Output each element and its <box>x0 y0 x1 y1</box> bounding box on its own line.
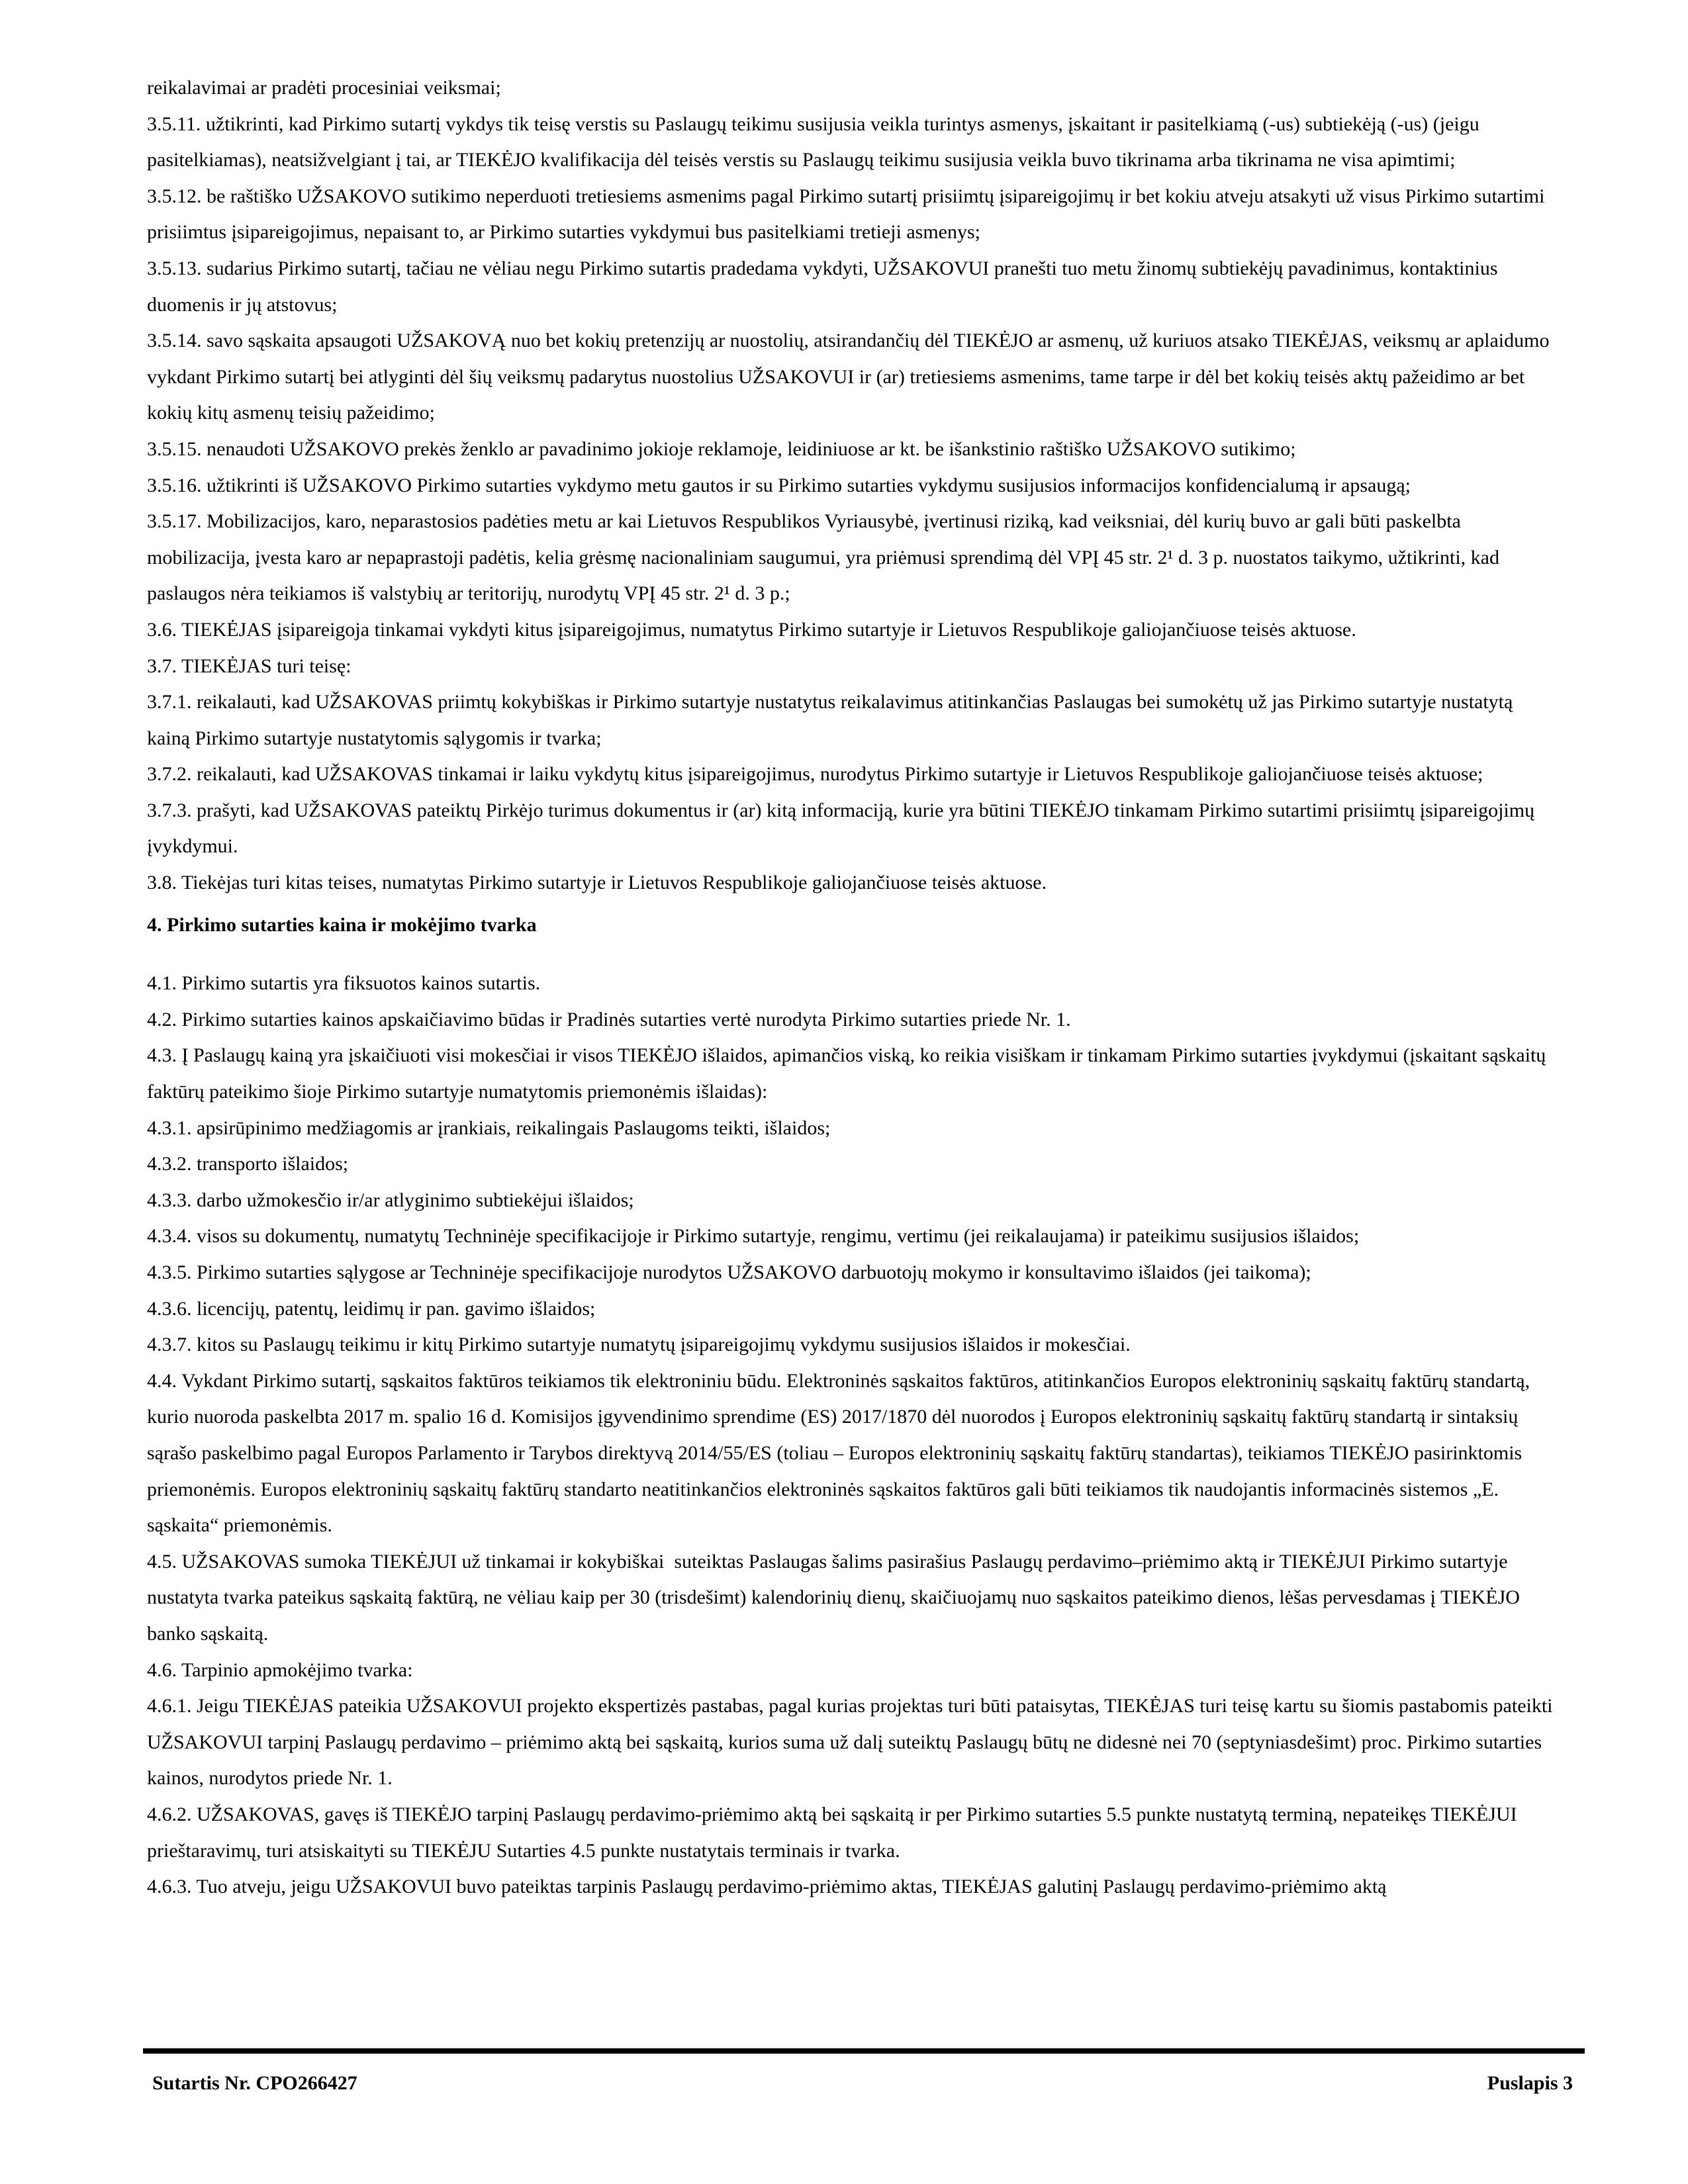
contract-clause: 4.3.7. kitos su Paslaugų teikimu ir kitų Pirkimo sutartyje numatytų įsipareigojimų vykdymu susijusios išlaidos ir mokesčiai. <box>147 1334 1131 1356</box>
contract-clause: 4.3.1. apsirūpinimo medžiagomis ar įrankiais, reikalingais Paslaugoms teikti, išlaidos; <box>147 1116 831 1139</box>
contract-clause: 4.3.3. darbo užmokesčio ir/ar atlyginimo subtiekėjui išlaidos; <box>147 1189 634 1211</box>
contract-clause: 4.3. Į Paslaugų kainą yra įskaičiuoti visi mokesčiai ir visos TIEKĖJO išlaidos, apimančios viską, ko reikia visiškam ir tinkamam Pirkimo sutarties įvykdymui (įskaitant sąskaitų faktūrų pateikimo šioje Pirkimo sutartyje numatytomis priemonėmis išlaidas): <box>147 1044 1551 1103</box>
contract-clause: reikalavimai ar pradėti procesiniai veiksmai; <box>147 77 501 99</box>
contract-clause: 4.6. Tarpinio apmokėjimo tvarka: <box>147 1659 413 1681</box>
contract-clause: 3.5.16. užtikrinti iš UŽSAKOVO Pirkimo sutarties vykdymo metu gautos ir su Pirkimo sutarties vykdymu susijusios informacijos konfidencialumą ir apsaugą; <box>147 474 1411 496</box>
contract-clause: 3.5.14. savo sąskaita apsaugoti UŽSAKOVĄ nuo bet kokių pretenzijų ar nuostolių, atsirandančių dėl TIEKĖJO ar asmenų, už kuriuos atsako TIEKĖJAS, veiksmų ar aplaidumo vykdant Pirkimo sutartį bei atlyginti dėl šių veiksmų padarytus nuostolius UŽSAKOVUI ir (ar) tretiesiems asmenims, tame tarpe ir dėl bet kokių teisės aktų pažeidimo ar bet kokių kitų asmenų teisių pažeidimo; <box>147 330 1554 424</box>
footer-page-number: Puslapis 3 <box>1487 2072 1573 2094</box>
contract-clause: 4.6.2. UŽSAKOVAS, gavęs iš TIEKĖJO tarpinį Paslaugų perdavimo-priėmimo aktą bei sąskaitą ir per Pirkimo sutarties 5.5 punkte nustatytą terminą, nepateikęs TIEKĖJUI prieštaravimų, turi atsiskaityti su TIEKĖJU Sutarties 4.5 punkte nustatytais terminais ir tvarka. <box>147 1803 1523 1862</box>
contract-clause: 3.5.12. be raštiško UŽSAKOVO sutikimo neperduoti tretiesiems asmenims pagal Pirkimo sutartį prisiimtų įsipareigojimų ir bet kokiu atveju atsakyti už visus Pirkimo sutartimi prisiimtus įsipareigojimus, nepaisant to, ar Pirkimo sutarties vykdymui bus pasitelkiami tretieji asmenys; <box>147 185 1550 244</box>
contract-clause: 4.3.6. licencijų, patentų, leidimų ir pan. gavimo išlaidos; <box>147 1297 596 1320</box>
contract-clause: 3.5.13. sudarius Pirkimo sutartį, tačiau ne vėliau negu Pirkimo sutartis pradedama vykdyti, UŽSAKOVUI pranešti tuo metu žinomų subtiekėjų pavadinimus, kontaktinius duomenis ir jų atstovus; <box>147 257 1503 316</box>
footer-contract-number: Sutartis Nr. CPO266427 <box>152 2072 357 2094</box>
contract-clause: 3.5.15. nenaudoti UŽSAKOVO prekės ženklo ar pavadinimo jokioje reklamoje, leidiniuose ar kt. be išankstinio raštiško UŽSAKOVO sutikimo; <box>147 437 1296 460</box>
contract-clause: 3.5.11. užtikrinti, kad Pirkimo sutartį vykdys tik teisę verstis su Paslaugų teikimu susijusia veikla turintys asmenys, įskaitant ir pasitelkiamą (-us) subtiekėją (-us) (jeigu pasitelkiamas), neatsižvelgiant į tai, ar TIEKĖJO kvalifikacija dėl teisės verstis su Paslaugų teikimu susijusia veikla buvo tikrinama arba tikrinama ne visa apimtimi; <box>147 113 1485 171</box>
contract-clause: 3.7.2. reikalauti, kad UŽSAKOVAS tinkamai ir laiku vykdytų kitus įsipareigojimus, nurodytus Pirkimo sutartyje ir Lietuvos Respublikoje galiojančiuose teisės aktuose; <box>147 763 1483 786</box>
contract-clause: 4.3.4. visos su dokumentų, numatytų Techninėje specifikacijoje ir Pirkimo sutartyje, rengimu, vertimu (jei reikalaujama) ir pateikimu susijusios išlaidos; <box>147 1225 1360 1248</box>
contract-clause: 4.2. Pirkimo sutarties kainos apskaičiavimo būdas ir Pradinės sutarties vertė nurodyta Pirkimo sutarties priede Nr. 1. <box>147 1008 1071 1030</box>
section-heading: 4. Pirkimo sutarties kaina ir mokėjimo tvarka <box>147 913 537 936</box>
contract-clause: 4.5. UŽSAKOVAS sumoka TIEKĖJUI už tinkamai ir kokybiškai suteiktas Paslaugas šalims pasirašius Paslaugų perdavimo–priėmimo aktą ir TIEKĖJUI Pirkimo sutartyje nustatyta tvarka pateikus sąskaitą faktūrą, ne vėliau kaip per 30 (trisdešimt) kalendorinių dienų, skaičiuojamų nuo sąskaitos pateikimo dienos, lėšas pervesdamas į TIEKĖJO banko sąskaitą. <box>147 1550 1525 1645</box>
page-footer <box>152 2070 1573 2097</box>
contract-clause: 3.7.3. prašyti, kad UŽSAKOVAS pateiktų Pirkėjo turimus dokumentus ir (ar) kitą informaciją, kurie yra būtini TIEKĖJO tinkamam Pirkimo sutartimi prisiimtų įsipareigojimų įvykdymui. <box>147 799 1540 858</box>
contract-text-body <box>147 70 1558 1905</box>
contract-clause: 4.1. Pirkimo sutartis yra fiksuotos kainos sutartis. <box>147 972 541 995</box>
contract-clause: 3.5.17. Mobilizacijos, karo, neparastosios padėties metu ar kai Lietuvos Respublikos Vyriausybė, įvertinusi riziką, kad veiksniai, dėl kurių buvo ar gali būti paskelbta mobilizacija, įvesta karo ar nepaprastoji padėtis, kelia grėsmę nacionaliniam saugumui, yra priėmusi sprendimą dėl VPĮ 45 str. 2¹ d. 3 p. nuostatos taikymo, užtikrinti, kad paslaugos nėra teikiamos iš valstybių ar teritorijų, nurodytų VPĮ 45 str. 2¹ d. 3 p.; <box>147 510 1505 605</box>
contract-clause: 3.7. TIEKĖJAS turi teisę: <box>147 655 352 677</box>
contract-clause: 3.6. TIEKĖJAS įsipareigoja tinkamai vykdyti kitus įsipareigojimus, numatytus Pirkimo sutartyje ir Lietuvos Respublikoje galiojančiuose teisės aktuose. <box>147 618 1356 641</box>
contract-clause: 4.6.3. Tuo atveju, jeigu UŽSAKOVUI buvo pateiktas tarpinis Paslaugų perdavimo-priėmimo aktas, TIEKĖJAS galutinį Paslaugų perdavimo-priėmimo aktą <box>147 1876 1387 1898</box>
contract-clause: 4.3.5. Pirkimo sutarties sąlygose ar Techninėje specifikacijoje nurodytos UŽSAKOVO darbuotojų mokymo ir konsultavimo išlaidos (jei taikoma); <box>147 1261 1311 1283</box>
contract-clause: 4.4. Vykdant Pirkimo sutartį, sąskaitos faktūros teikiamos tik elektroniniu būdu. Elektroninės sąskaitos faktūros, atitinkančios Europos elektroninių sąskaitų faktūrų standartą, kurio nuoroda paskelbta 2017 m. spalio 16 d. Komisijos įgyvendinimo sprendime (ES) 2017/1870 dėl nuorodos į Europos elektroninių sąskaitų faktūrų standartą ir sintaksių sąrašo paskelbimo pagal Europos Parlamento ir Tarybos direktyvą 2014/55/ES (toliau – Europos elektroninių sąskaitų faktūrų standartas), teikiamos TIEKĖJO pasirinktomis priemonėmis. Europos elektroninių sąskaitų faktūrų standarto neatitinkančios elektroninės sąskaitos faktūros gali būti teikiamos tik naudojantis informacinės sistemos „E. sąskaita“ priemonėmis. <box>147 1369 1535 1537</box>
contract-clause: 3.8. Tiekėjas turi kitas teises, numatytas Pirkimo sutartyje ir Lietuvos Respublikoje galiojančiuose teisės aktuose. <box>147 872 1047 894</box>
contract-clause: 3.7.1. reikalauti, kad UŽSAKOVAS priimtų kokybiškas ir Pirkimo sutartyje nustatytus reikalavimus atitinkančias Paslaugas bei sumokėtų už jas Pirkimo sutartyje nustatytą kainą Pirkimo sutartyje nustatytomis sąlygomis ir tvarka; <box>147 691 1518 749</box>
contract-clause: 4.6.1. Jeigu TIEKĖJAS pateikia UŽSAKOVUI projekto ekspertizės pastabas, pagal kurias projektas turi būti pataisytas, TIEKĖJAS turi teisę kartu su šiomis pastabomis pateikti UŽSAKOVUI tarpinį Paslaugų perdavimo – priėmimo aktą bei sąskaitą, kurios suma už dalį suteiktų Paslaugų būtų ne didesnė nei 70 (septyniasdešimt) proc. Pirkimo sutarties kainos, nurodytos priede Nr. 1. <box>147 1695 1558 1790</box>
contract-clause: 4.3.2. transporto išlaidos; <box>147 1153 349 1175</box>
footer-divider <box>143 2048 1585 2054</box>
